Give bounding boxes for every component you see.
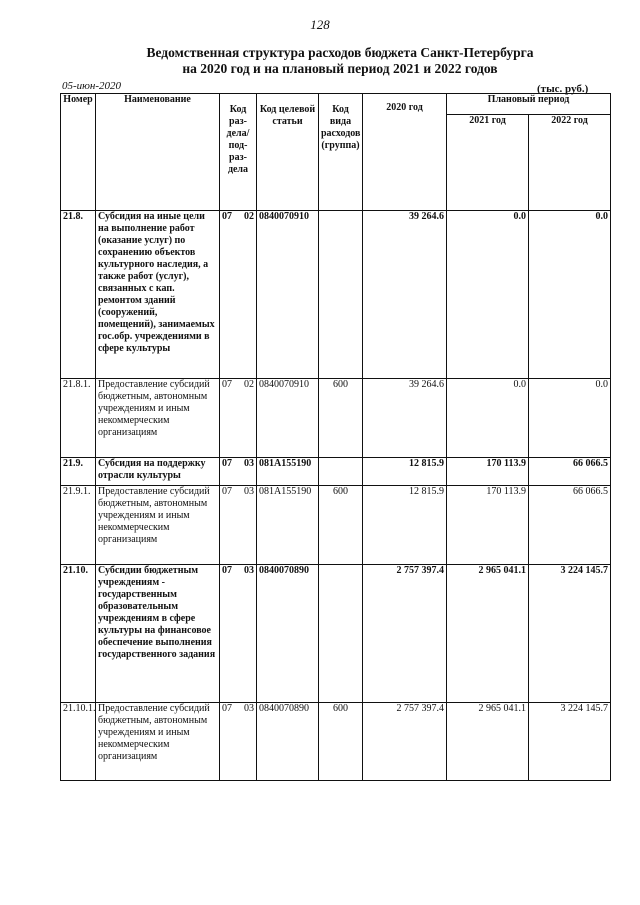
header-plan-period: Плановый период <box>447 94 611 115</box>
row-section-code <box>220 486 257 565</box>
row-amount-2021: 170 113.9 <box>447 486 529 565</box>
row-target-code: 0840070910 <box>257 379 319 458</box>
row-expense-type: 600 <box>319 379 363 458</box>
table-row <box>61 565 611 703</box>
header-target-code: Код целевой статьи <box>257 94 319 211</box>
page-title <box>60 45 620 77</box>
row-expense-type <box>319 565 363 703</box>
row-amount-2020: 2 757 397.4 <box>363 565 447 703</box>
row-section: 07 <box>222 211 232 222</box>
row-target-code: 0840070890 <box>257 565 319 703</box>
row-section-code <box>220 458 257 486</box>
header-2021: 2021 год <box>447 115 529 211</box>
title-line-1: Ведомственная структура расходов бюджета Санкт-Петербурга <box>146 45 534 60</box>
header-number: Номер <box>61 94 96 211</box>
page-number: 128 <box>310 17 330 32</box>
row-subsection: 02 <box>244 211 254 222</box>
table-row <box>61 211 611 379</box>
header-section-code: Код раз-дела/ под-раз-дела <box>220 94 257 211</box>
row-name: Субсидии бюджетным учреждениям - государственным образовательным учреждениям в сфере культуры на финансовое обеспечение выполнения государственного задания <box>96 565 220 703</box>
row-subsection: 03 <box>244 486 254 497</box>
row-amount-2022: 0.0 <box>529 379 611 458</box>
row-amount-2021: 170 113.9 <box>447 458 529 486</box>
row-number: 21.8. <box>61 211 96 379</box>
row-number: 21.8.1. <box>61 379 96 458</box>
units-label: (тыс. руб.) <box>537 83 589 95</box>
header-expense-type: Код вида расходов (группа) <box>319 94 363 211</box>
row-name: Предоставление субсидий бюджетным, автономным учреждениям и иным некоммерческим организациям <box>96 486 220 565</box>
row-section-code <box>220 565 257 703</box>
row-target-code: 0840070890 <box>257 703 319 781</box>
row-target-code: 081A155190 <box>257 486 319 565</box>
row-amount-2022: 3 224 145.7 <box>529 703 611 781</box>
row-section-code <box>220 703 257 781</box>
row-amount-2020: 12 815.9 <box>363 486 447 565</box>
header-2022: 2022 год <box>529 115 611 211</box>
row-name: Предоставление субсидий бюджетным, автономным учреждениям и иным некоммерческим организациям <box>96 379 220 458</box>
row-number: 21.10.1. <box>61 703 96 781</box>
row-subsection: 03 <box>244 565 254 576</box>
title-line-2: на 2020 год и на плановый период 2021 и 2022 годов <box>182 61 498 76</box>
row-name: Субсидия на иные цели на выполнение работ (оказание услуг) по сохранению объектов культурного наследия, а также работ (услуг), связанных с кап. ремонтом зданий (сооружений, помещений), занимаемых гос.обр. учреждениями в сфере культуры <box>96 211 220 379</box>
row-section-code <box>220 211 257 379</box>
budget-table <box>60 93 611 781</box>
row-target-code: 0840070910 <box>257 211 319 379</box>
row-name: Предоставление субсидий бюджетным, автономным учреждениям и иным некоммерческим организациям <box>96 703 220 781</box>
row-expense-type <box>319 211 363 379</box>
row-number: 21.9.1. <box>61 486 96 565</box>
row-name: Субсидия на поддержку отрасли культуры <box>96 458 220 486</box>
row-amount-2021: 2 965 041.1 <box>447 565 529 703</box>
row-section: 07 <box>222 486 232 497</box>
row-amount-2020: 12 815.9 <box>363 458 447 486</box>
row-amount-2020: 39 264.6 <box>363 211 447 379</box>
row-amount-2022: 66 066.5 <box>529 486 611 565</box>
row-amount-2021: 0.0 <box>447 379 529 458</box>
table-row <box>61 458 611 486</box>
row-amount-2022: 66 066.5 <box>529 458 611 486</box>
header-name: Наименование <box>96 94 220 211</box>
row-section: 07 <box>222 379 232 390</box>
row-section: 07 <box>222 703 232 714</box>
row-amount-2022: 3 224 145.7 <box>529 565 611 703</box>
row-subsection: 03 <box>244 703 254 714</box>
row-amount-2020: 2 757 397.4 <box>363 703 447 781</box>
row-subsection: 03 <box>244 458 254 469</box>
row-expense-type: 600 <box>319 703 363 781</box>
row-section: 07 <box>222 565 232 576</box>
row-number: 21.9. <box>61 458 96 486</box>
document-date: 05-июн-2020 <box>62 80 122 92</box>
table-row <box>61 486 611 565</box>
row-expense-type: 600 <box>319 486 363 565</box>
table-row <box>61 703 611 781</box>
row-section: 07 <box>222 458 232 469</box>
row-expense-type <box>319 458 363 486</box>
row-section-code <box>220 379 257 458</box>
row-amount-2021: 2 965 041.1 <box>447 703 529 781</box>
row-subsection: 02 <box>244 379 254 390</box>
header-2020: 2020 год <box>363 94 447 211</box>
row-amount-2020: 39 264.6 <box>363 379 447 458</box>
table-body <box>61 211 611 781</box>
row-target-code: 081A155190 <box>257 458 319 486</box>
table-row <box>61 379 611 458</box>
row-amount-2022: 0.0 <box>529 211 611 379</box>
row-amount-2021: 0.0 <box>447 211 529 379</box>
row-number: 21.10. <box>61 565 96 703</box>
